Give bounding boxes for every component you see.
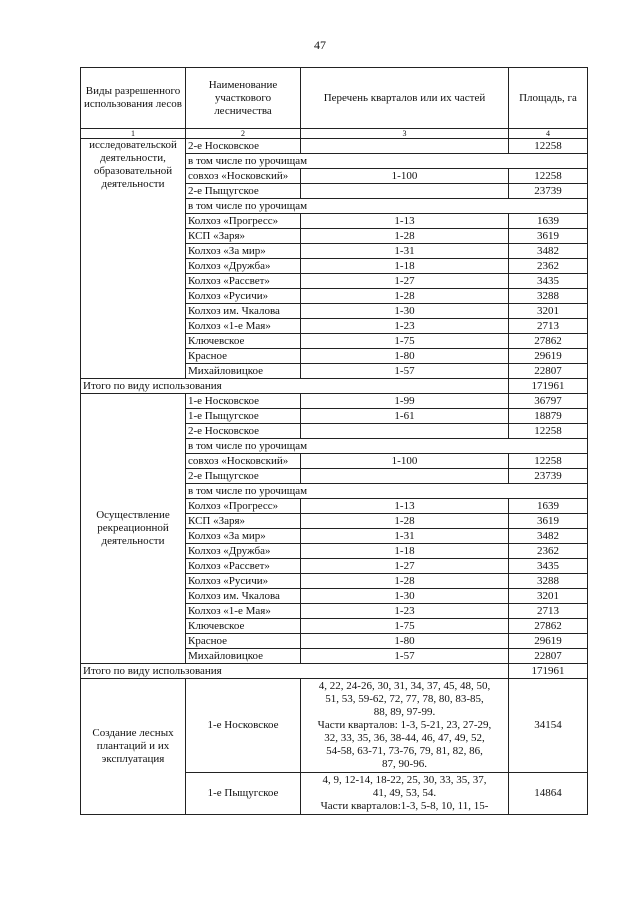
area-value: 23739	[509, 469, 588, 484]
forestry-name: Колхоз «За мир»	[186, 529, 301, 544]
area-value: 18879	[509, 409, 588, 424]
use-type-cell: исследовательской деятельности, образовательной деятельности	[81, 139, 186, 379]
use-type-cell: Создание лесных плантаций и их эксплуатация	[81, 679, 186, 815]
quarters-range: 1-57	[301, 649, 509, 664]
area-value: 3435	[509, 559, 588, 574]
quarters-range: 1-61	[301, 409, 509, 424]
forestry-name: Колхоз «Прогресс»	[186, 214, 301, 229]
forestry-name: 1-е Пыщугское	[186, 773, 301, 815]
area-value: 3619	[509, 514, 588, 529]
quarters-range: 1-30	[301, 589, 509, 604]
header-use-type: Виды разрешенного использования лесов	[81, 68, 186, 129]
area-value: 12258	[509, 169, 588, 184]
header-num-2: 2	[186, 129, 301, 139]
area-value: 22807	[509, 649, 588, 664]
header-area: Площадь, га	[509, 68, 588, 129]
quarters-line: 54-58, 63-71, 73-76, 79, 81, 82, 86,	[326, 745, 483, 757]
forestry-name: Красное	[186, 634, 301, 649]
forestry-name: Колхоз «1-е Мая»	[186, 604, 301, 619]
forestry-name: Колхоз «1-е Мая»	[186, 319, 301, 334]
forestry-name: Колхоз «Рассвет»	[186, 274, 301, 289]
forestry-name: Колхоз «Дружба»	[186, 259, 301, 274]
header-num-4: 4	[509, 129, 588, 139]
forest-use-table	[80, 67, 588, 815]
forestry-name: Колхоз «За мир»	[186, 244, 301, 259]
quarters-range: 1-99	[301, 394, 509, 409]
total-label: Итого по виду использования	[81, 379, 509, 394]
forestry-name: Красное	[186, 349, 301, 364]
forestry-name: КСП «Заря»	[186, 229, 301, 244]
area-value: 27862	[509, 334, 588, 349]
header-forestry-name: Наименование участкового лесничества	[186, 68, 301, 129]
subgroup-label: в том числе по урочищам	[186, 484, 588, 499]
header-quarters: Перечень кварталов или их частей	[301, 68, 509, 129]
table-row	[81, 679, 588, 773]
forestry-name: Колхоз «Русичи»	[186, 289, 301, 304]
quarters-range	[301, 424, 509, 439]
subgroup-label: в том числе по урочищам	[186, 154, 588, 169]
area-value: 29619	[509, 349, 588, 364]
area-value: 3482	[509, 244, 588, 259]
area-value: 27862	[509, 619, 588, 634]
quarters-range: 1-18	[301, 544, 509, 559]
quarters-range: 1-75	[301, 334, 509, 349]
quarters-line: 51, 53, 59-62, 72, 77, 78, 80, 83-85,	[325, 693, 484, 705]
forestry-name: Михайловицкое	[186, 364, 301, 379]
quarters-range: 1-100	[301, 169, 509, 184]
subgroup-label: в том числе по урочищам	[186, 439, 588, 454]
quarters-range: 1-23	[301, 319, 509, 334]
forestry-name: Ключевское	[186, 619, 301, 634]
use-type-cell: Осуществление рекреационной деятельности	[81, 394, 186, 664]
area-value: 29619	[509, 634, 588, 649]
area-value: 2362	[509, 259, 588, 274]
quarters-line: 41, 49, 53, 54.	[372, 787, 437, 799]
area-value: 3619	[509, 229, 588, 244]
quarters-range: 1-28	[301, 289, 509, 304]
page-number: 47	[314, 38, 326, 52]
table-row	[81, 139, 588, 154]
table-row	[81, 394, 588, 409]
total-area: 171961	[509, 379, 588, 394]
quarters-range: 1-13	[301, 499, 509, 514]
quarters-range: 1-28	[301, 514, 509, 529]
area-value: 3435	[509, 274, 588, 289]
area-value: 2713	[509, 319, 588, 334]
forestry-name: совхоз «Носковский»	[186, 454, 301, 469]
area-value: 2713	[509, 604, 588, 619]
quarters-range: 1-100	[301, 454, 509, 469]
forestry-name: 2-е Носковское	[186, 139, 301, 154]
forestry-name: Колхоз им. Чкалова	[186, 304, 301, 319]
forestry-name: Колхоз «Дружба»	[186, 544, 301, 559]
forestry-name: 1-е Носковское	[186, 394, 301, 409]
forestry-name: Михайловицкое	[186, 649, 301, 664]
forestry-name: 2-е Пыщугское	[186, 469, 301, 484]
forestry-name: Колхоз «Рассвет»	[186, 559, 301, 574]
quarters-line: Части кварталов: 1-3, 5-21, 23, 27-29,	[317, 719, 492, 731]
area-value: 3482	[509, 529, 588, 544]
quarters-range: 1-23	[301, 604, 509, 619]
area-value: 22807	[509, 364, 588, 379]
quarters-cell	[301, 773, 509, 815]
forestry-name: 2-е Пыщугское	[186, 184, 301, 199]
quarters-range: 1-31	[301, 529, 509, 544]
forestry-name: 2-е Носковское	[186, 424, 301, 439]
total-label: Итого по виду использования	[81, 664, 509, 679]
quarters-range: 1-31	[301, 244, 509, 259]
forestry-name: Колхоз «Русичи»	[186, 574, 301, 589]
area-value: 3201	[509, 589, 588, 604]
header-num-1: 1	[81, 129, 186, 139]
area-value: 3288	[509, 574, 588, 589]
quarters-range: 1-28	[301, 574, 509, 589]
quarters-range: 1-27	[301, 559, 509, 574]
quarters-range	[301, 139, 509, 154]
total-row	[81, 379, 588, 394]
forestry-name: совхоз «Носковский»	[186, 169, 301, 184]
quarters-line: 87, 90-96.	[382, 758, 427, 770]
quarters-line: 4, 22, 24-26, 30, 31, 34, 37, 45, 48, 50,	[318, 680, 491, 692]
area-value: 14864	[509, 773, 588, 815]
area-value: 23739	[509, 184, 588, 199]
quarters-range: 1-30	[301, 304, 509, 319]
forestry-name: Ключевское	[186, 334, 301, 349]
quarters-line: 4, 9, 12-14, 18-22, 25, 30, 33, 35, 37,	[322, 774, 487, 786]
forestry-name: 1-е Пыщугское	[186, 409, 301, 424]
forestry-name: Колхоз «Прогресс»	[186, 499, 301, 514]
quarters-line: Части кварталов:1-3, 5-8, 10, 11, 15-	[320, 800, 489, 812]
forestry-name: КСП «Заря»	[186, 514, 301, 529]
quarters-range: 1-57	[301, 364, 509, 379]
total-area: 171961	[509, 664, 588, 679]
quarters-range: 1-27	[301, 274, 509, 289]
area-value: 12258	[509, 454, 588, 469]
forestry-name: Колхоз им. Чкалова	[186, 589, 301, 604]
header-num-3: 3	[301, 129, 509, 139]
quarters-range	[301, 184, 509, 199]
quarters-range	[301, 469, 509, 484]
area-value: 34154	[509, 679, 588, 773]
area-value: 2362	[509, 544, 588, 559]
quarters-range: 1-80	[301, 634, 509, 649]
quarters-range: 1-13	[301, 214, 509, 229]
area-value: 12258	[509, 424, 588, 439]
quarters-range: 1-28	[301, 229, 509, 244]
forestry-name: 1-е Носковское	[186, 679, 301, 773]
subgroup-label: в том числе по урочищам	[186, 199, 588, 214]
area-value: 3288	[509, 289, 588, 304]
quarters-range: 1-18	[301, 259, 509, 274]
quarters-line: 88, 89, 97-99.	[373, 706, 436, 718]
quarters-cell	[301, 679, 509, 773]
area-value: 36797	[509, 394, 588, 409]
quarters-range: 1-80	[301, 349, 509, 364]
area-value: 1639	[509, 499, 588, 514]
area-value: 1639	[509, 214, 588, 229]
quarters-line: 32, 33, 35, 36, 38-44, 46, 47, 49, 52,	[324, 732, 485, 744]
quarters-range: 1-75	[301, 619, 509, 634]
area-value: 3201	[509, 304, 588, 319]
area-value: 12258	[509, 139, 588, 154]
total-row	[81, 664, 588, 679]
